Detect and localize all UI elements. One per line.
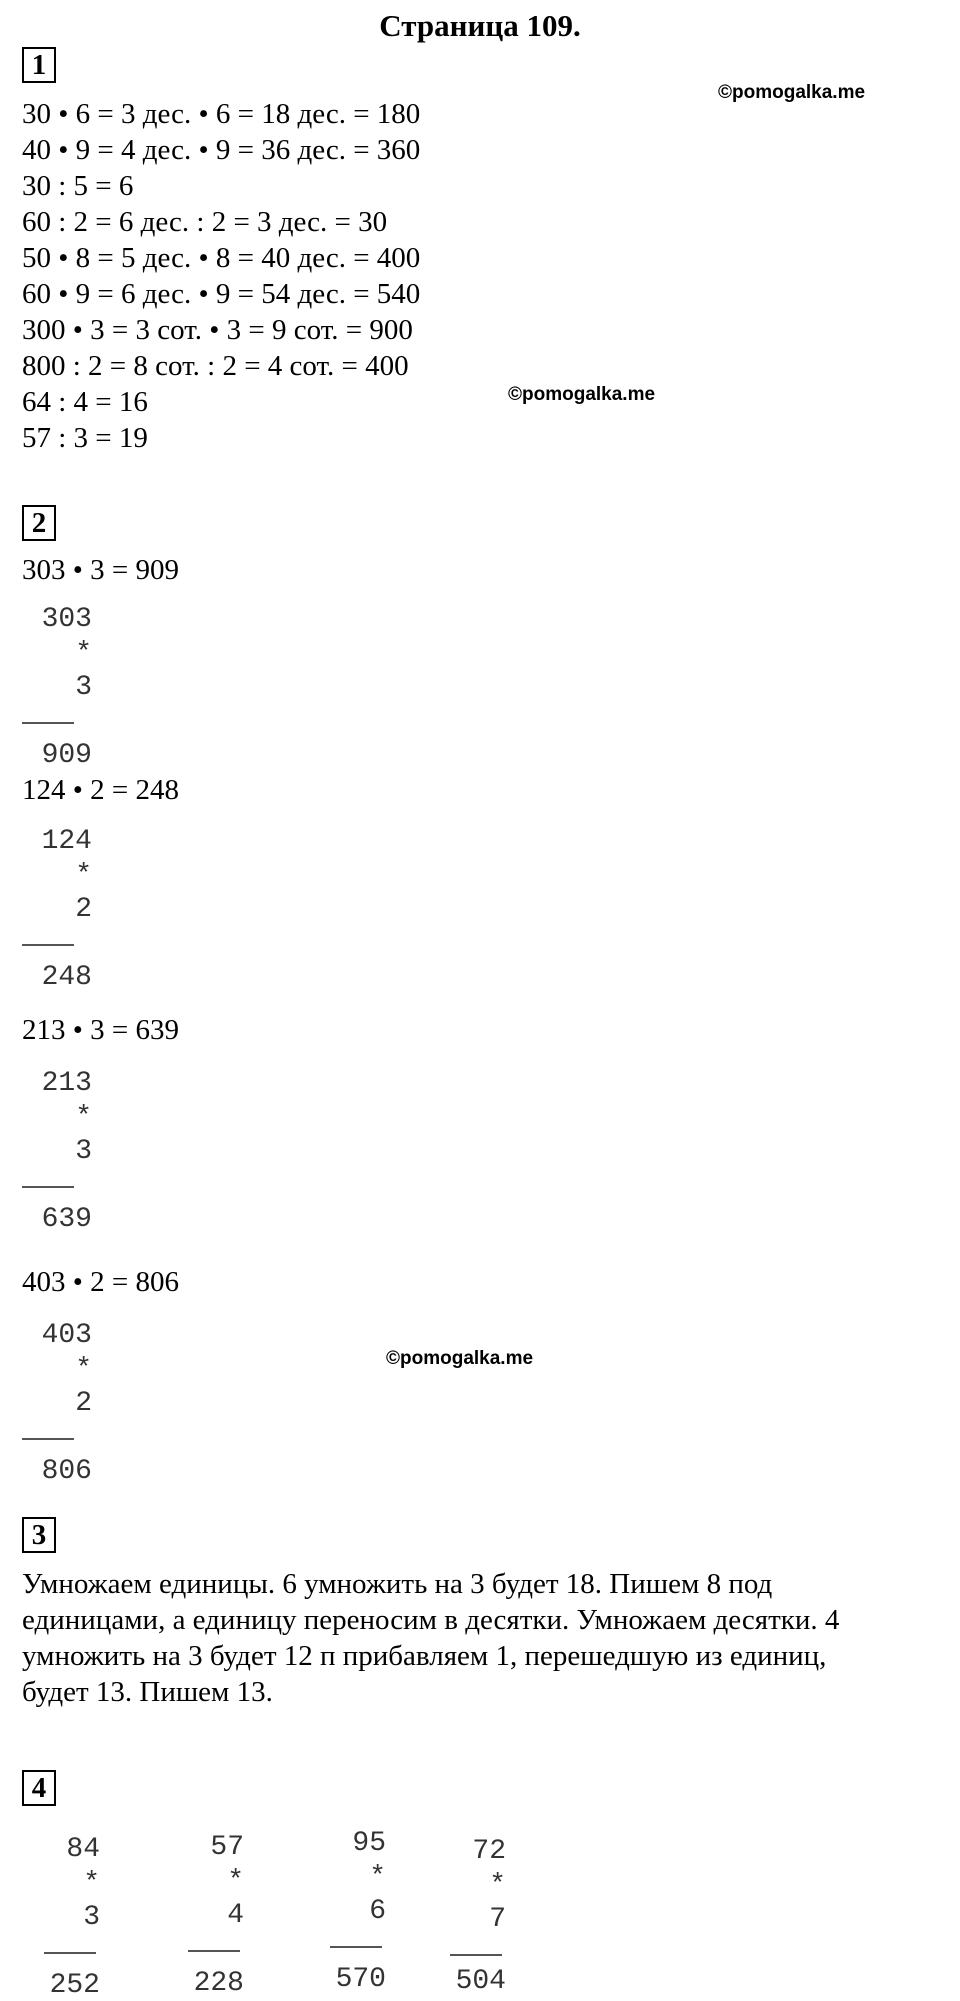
multiplicand: 403 [41,1320,92,1351]
multiplier: 2 [75,1388,92,1419]
product: 570 [335,1964,386,1995]
multiplier: 4 [227,1900,244,1931]
column-multiplication [22,1320,92,1490]
multiplicand: 213 [41,1068,92,1099]
task3-text-line: Умножаем единицы. 6 умножить на 3 будет 18. Пишем 8 под [22,1568,773,1600]
task3-text-line: единицами, а единицу переносим в десятки. Умножаем десятки. 4 [22,1604,840,1636]
watermark: ©pomogalka.me [508,384,656,405]
task1-line: 60 : 2 = 6 дес. : 2 = 3 дес. = 30 [22,206,388,238]
multiplicand: 124 [41,826,92,857]
task-number-4: 4 [22,1770,56,1806]
task1-line: 40 • 9 = 4 дес. • 9 = 36 дес. = 360 [22,134,421,166]
task3-text-line: умножить на 3 будет 12 п прибавляем 1, перешедшую из единиц, [22,1640,827,1672]
times-sign: * [83,1868,100,1899]
multiplicand: 303 [41,604,92,635]
product: 228 [193,1968,244,1999]
task1-line: 64 : 4 = 16 [22,386,148,418]
times-sign: * [489,1870,506,1901]
task2-equation: 213 • 3 = 639 [22,1014,180,1046]
watermark: ©pomogalka.me [386,1348,534,1369]
multiplicand: 84 [66,1834,100,1865]
result-rule [22,722,74,724]
task3-text-line: будет 13. Пишем 13. [22,1676,273,1708]
times-sign: * [75,860,92,891]
result-rule [330,1946,382,1948]
column-multiplication [316,1828,386,1994]
column-multiplication [174,1832,244,1998]
multiplier: 3 [83,1902,100,1933]
result-rule [188,1950,240,1952]
product: 806 [41,1456,92,1487]
result-rule [22,1438,74,1440]
multiplier: 2 [75,894,92,925]
times-sign: * [75,1354,92,1385]
task2-equation: 403 • 2 = 806 [22,1266,180,1298]
product: 248 [41,962,92,993]
multiplier: 6 [369,1896,386,1927]
multiplicand: 72 [472,1836,506,1867]
task-number-2: 2 [22,505,56,541]
task1-line: 57 : 3 = 19 [22,422,148,454]
column-multiplication [22,604,92,774]
task-number-3: 3 [22,1517,56,1553]
multiplicand: 57 [210,1832,244,1863]
column-multiplication [30,1834,100,2000]
column-multiplication [22,1068,92,1238]
times-sign: * [75,638,92,669]
product: 639 [41,1204,92,1235]
task1-line: 30 : 5 = 6 [22,170,134,202]
column-multiplication [22,826,92,996]
task1-line: 300 • 3 = 3 сот. • 3 = 9 сот. = 900 [22,314,413,346]
product: 909 [41,740,92,771]
task2-equation: 303 • 3 = 909 [22,554,180,586]
multiplier: 3 [75,672,92,703]
result-rule [22,1186,74,1188]
task1-line: 800 : 2 = 8 сот. : 2 = 4 сот. = 400 [22,350,409,382]
times-sign: * [227,1866,244,1897]
times-sign: * [75,1102,92,1133]
watermark: ©pomogalka.me [718,82,866,103]
page-title: Страница 109. [379,8,581,43]
column-multiplication [436,1836,506,2000]
task1-line: 30 • 6 = 3 дес. • 6 = 18 дес. = 180 [22,98,421,130]
product: 504 [455,1966,506,1997]
multiplier: 7 [489,1904,506,1935]
task2-equation: 124 • 2 = 248 [22,774,180,806]
result-rule [22,944,74,946]
task-number-1: 1 [22,47,56,83]
product: 252 [49,1970,100,2001]
multiplier: 3 [75,1136,92,1167]
task1-line: 60 • 9 = 6 дес. • 9 = 54 дес. = 540 [22,278,421,310]
multiplicand: 95 [352,1828,386,1859]
result-rule [450,1954,502,1956]
task1-line: 50 • 8 = 5 дес. • 8 = 40 дес. = 400 [22,242,421,274]
times-sign: * [369,1862,386,1893]
result-rule [44,1952,96,1954]
